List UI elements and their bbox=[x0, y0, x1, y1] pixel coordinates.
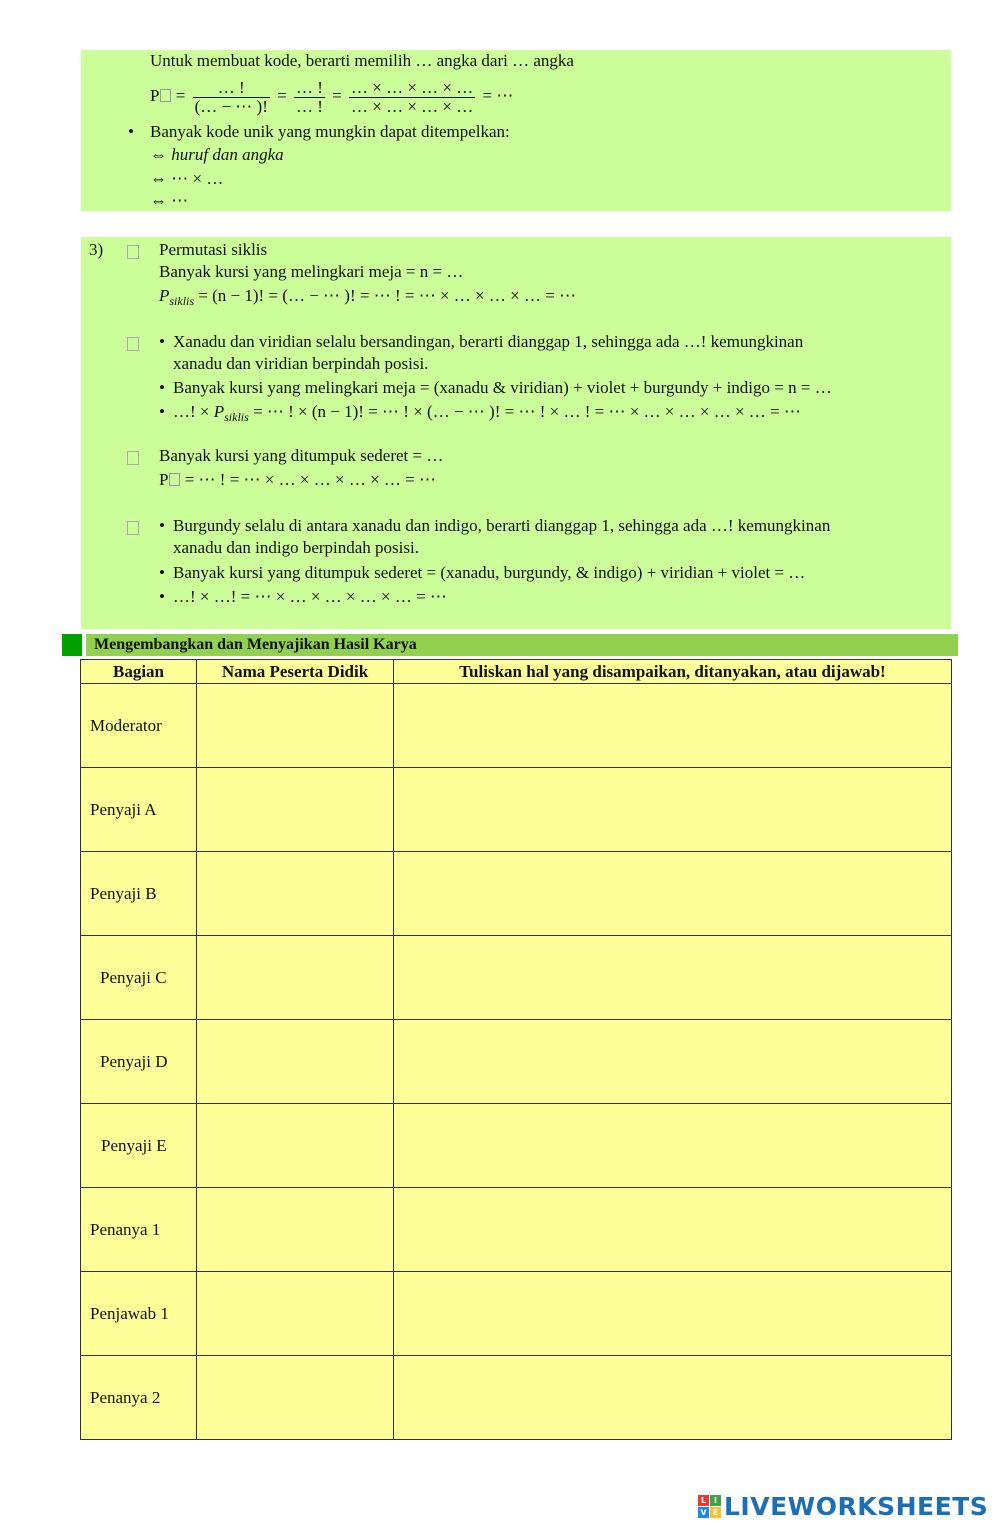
bullet-line bbox=[159, 516, 830, 536]
text-line: ⇔ ⋯ × … bbox=[150, 169, 224, 188]
liveworksheets-logo bbox=[698, 1490, 988, 1522]
logo-letter: E bbox=[710, 1507, 721, 1518]
table-row bbox=[81, 1020, 952, 1104]
answer-input-cell[interactable] bbox=[394, 768, 952, 852]
name-input-cell[interactable] bbox=[197, 852, 394, 936]
logo-cube-icon bbox=[698, 1495, 721, 1518]
bullet-line bbox=[159, 378, 832, 398]
bullet-icon: • bbox=[159, 587, 165, 606]
formula: = ⋯ ! × (n − 1)! = ⋯ ! × (… − ⋯ )! = ⋯ ! × … ! = ⋯ × … × … × … × … = ⋯ bbox=[253, 402, 801, 421]
p-symbol: P bbox=[150, 86, 160, 105]
placeholder-box-icon bbox=[169, 473, 180, 486]
row-label: Penyaji C bbox=[81, 936, 197, 1020]
section-title: Mengembangkan dan Menyajikan Hasil Karya bbox=[86, 634, 958, 656]
answer-input-cell[interactable] bbox=[394, 1272, 952, 1356]
answer-input-cell[interactable] bbox=[394, 936, 952, 1020]
text-line: xanadu dan viridian berpindah posisi. bbox=[173, 354, 429, 373]
table-row bbox=[81, 1188, 952, 1272]
logo-letter: I bbox=[710, 1495, 721, 1506]
p-symbol: P bbox=[159, 286, 170, 305]
bullet-line bbox=[159, 563, 805, 583]
answer-input-cell[interactable] bbox=[394, 1104, 952, 1188]
presentation-table bbox=[80, 659, 952, 1440]
text-line: Untuk membuat kode, berarti memilih … angka dari … angka bbox=[150, 51, 574, 70]
text-line: Banyak kursi yang melingkari meja = n = … bbox=[159, 262, 464, 281]
table-row bbox=[81, 852, 952, 936]
row-label: Penyaji B bbox=[81, 852, 197, 936]
numerator: … ! bbox=[295, 77, 323, 97]
table-row bbox=[81, 768, 952, 852]
denominator: (… − ⋯ )! bbox=[194, 96, 268, 116]
text-line: Permutasi siklis bbox=[159, 240, 268, 259]
formula-pre: …! × bbox=[173, 402, 210, 421]
answer-input-cell[interactable] bbox=[394, 1020, 952, 1104]
header-tuliskan: Tuliskan hal yang disampaikan, ditanyakan, atau dijawab! bbox=[394, 660, 952, 684]
table-row bbox=[81, 684, 952, 768]
placeholder-box-icon bbox=[127, 521, 139, 535]
row-label: Penyaji E bbox=[81, 1104, 197, 1188]
bullet-icon: • bbox=[159, 332, 165, 351]
bullet-text: Banyak kode unik yang mungkin dapat ditempelkan: bbox=[150, 122, 510, 141]
equals: = bbox=[332, 86, 342, 105]
row-label: Penanya 1 bbox=[81, 1188, 197, 1272]
placeholder-box-icon bbox=[160, 89, 171, 102]
text-line: Banyak kursi yang ditumpuk sederet = … bbox=[159, 446, 444, 465]
table-header-row bbox=[81, 660, 952, 684]
answer-input-cell[interactable] bbox=[394, 852, 952, 936]
section-marker bbox=[62, 634, 82, 656]
bullet-text: Banyak kursi yang ditumpuk sederet = (xanadu, burgundy, & indigo) + viridian + violet = … bbox=[173, 563, 806, 582]
placeholder-box-icon bbox=[127, 451, 139, 465]
bullet-icon: • bbox=[159, 402, 165, 421]
subscript: siklis bbox=[169, 294, 195, 308]
row-label: Penyaji A bbox=[81, 768, 197, 852]
bullet-line bbox=[159, 332, 803, 352]
name-input-cell[interactable] bbox=[197, 684, 394, 768]
name-input-cell[interactable] bbox=[197, 1356, 394, 1440]
fraction bbox=[193, 79, 270, 116]
bullet-line bbox=[159, 402, 801, 427]
bullet-line bbox=[128, 122, 510, 142]
result: = ⋯ bbox=[482, 86, 514, 105]
formula: = ⋯ ! = ⋯ × … × … × … × … = ⋯ bbox=[184, 470, 436, 489]
numerator: … ! bbox=[193, 79, 270, 98]
logo-text: LIVEWORKSHEETS bbox=[724, 1491, 989, 1521]
text-line: xanadu dan indigo berpindah posisi. bbox=[173, 538, 419, 557]
bullet-text: Banyak kursi yang melingkari meja = (xanadu & viridian) + violet + burgundy + indigo = n = … bbox=[173, 378, 832, 397]
bullet-icon: • bbox=[159, 516, 165, 535]
text-line: ⇔ ⋯ bbox=[150, 191, 189, 210]
item-number: 3) bbox=[89, 240, 104, 259]
bullet-text: Burgundy selalu di antara xanadu dan indigo, berarti dianggap 1, sehingga ada …! kemungkinan bbox=[173, 516, 831, 535]
bullet-line bbox=[159, 587, 447, 607]
text-line: ⇔ huruf dan angka bbox=[150, 145, 284, 164]
p-symbol: P bbox=[159, 470, 169, 489]
row-label: Penanya 2 bbox=[81, 1356, 197, 1440]
formula: = (n − 1)! = (… − ⋯ )! = ⋯ ! = ⋯ × … × … × … = ⋯ bbox=[198, 286, 577, 305]
permutation-formula bbox=[150, 74, 513, 120]
logo-letter: L bbox=[698, 1495, 709, 1506]
bullet-text: Xanadu dan viridian selalu bersandingan, berarti dianggap 1, sehingga ada …! kemungkinan bbox=[173, 332, 804, 351]
fraction bbox=[349, 79, 475, 116]
name-input-cell[interactable] bbox=[197, 1272, 394, 1356]
fraction bbox=[294, 79, 325, 116]
answer-input-cell[interactable] bbox=[394, 1188, 952, 1272]
row-label: Penjawab 1 bbox=[81, 1272, 197, 1356]
subscript: siklis bbox=[224, 410, 249, 424]
row-label: Penyaji D bbox=[81, 1020, 197, 1104]
denominator: … ! bbox=[295, 96, 323, 116]
table-row bbox=[81, 1104, 952, 1188]
placeholder-box-icon bbox=[127, 245, 139, 259]
formula-line bbox=[159, 470, 436, 490]
table-row bbox=[81, 1272, 952, 1356]
answer-input-cell[interactable] bbox=[394, 684, 952, 768]
name-input-cell[interactable] bbox=[197, 936, 394, 1020]
name-input-cell[interactable] bbox=[197, 1104, 394, 1188]
equals: = bbox=[277, 86, 287, 105]
bullet-icon: • bbox=[128, 122, 134, 141]
logo-letter: V bbox=[698, 1507, 709, 1518]
bullet-icon: • bbox=[159, 378, 165, 397]
answer-input-cell[interactable] bbox=[394, 1356, 952, 1440]
denominator: … × … × … × … bbox=[351, 96, 474, 116]
numerator: … × … × … × … bbox=[351, 77, 474, 97]
table-row bbox=[81, 1356, 952, 1440]
name-input-cell[interactable] bbox=[197, 1020, 394, 1104]
bullet-icon: • bbox=[159, 563, 165, 582]
row-label: Moderator bbox=[81, 684, 197, 768]
p-symbol: P bbox=[213, 402, 225, 421]
header-bagian: Bagian bbox=[81, 660, 197, 684]
formula-line bbox=[159, 286, 576, 311]
name-input-cell[interactable] bbox=[197, 1188, 394, 1272]
equals: = bbox=[175, 86, 186, 105]
placeholder-box-icon bbox=[127, 337, 139, 351]
table-row bbox=[81, 936, 952, 1020]
name-input-cell[interactable] bbox=[197, 768, 394, 852]
header-nama: Nama Peserta Didik bbox=[197, 660, 394, 684]
formula: …! × …! = ⋯ × … × … × … × … = ⋯ bbox=[173, 587, 447, 606]
